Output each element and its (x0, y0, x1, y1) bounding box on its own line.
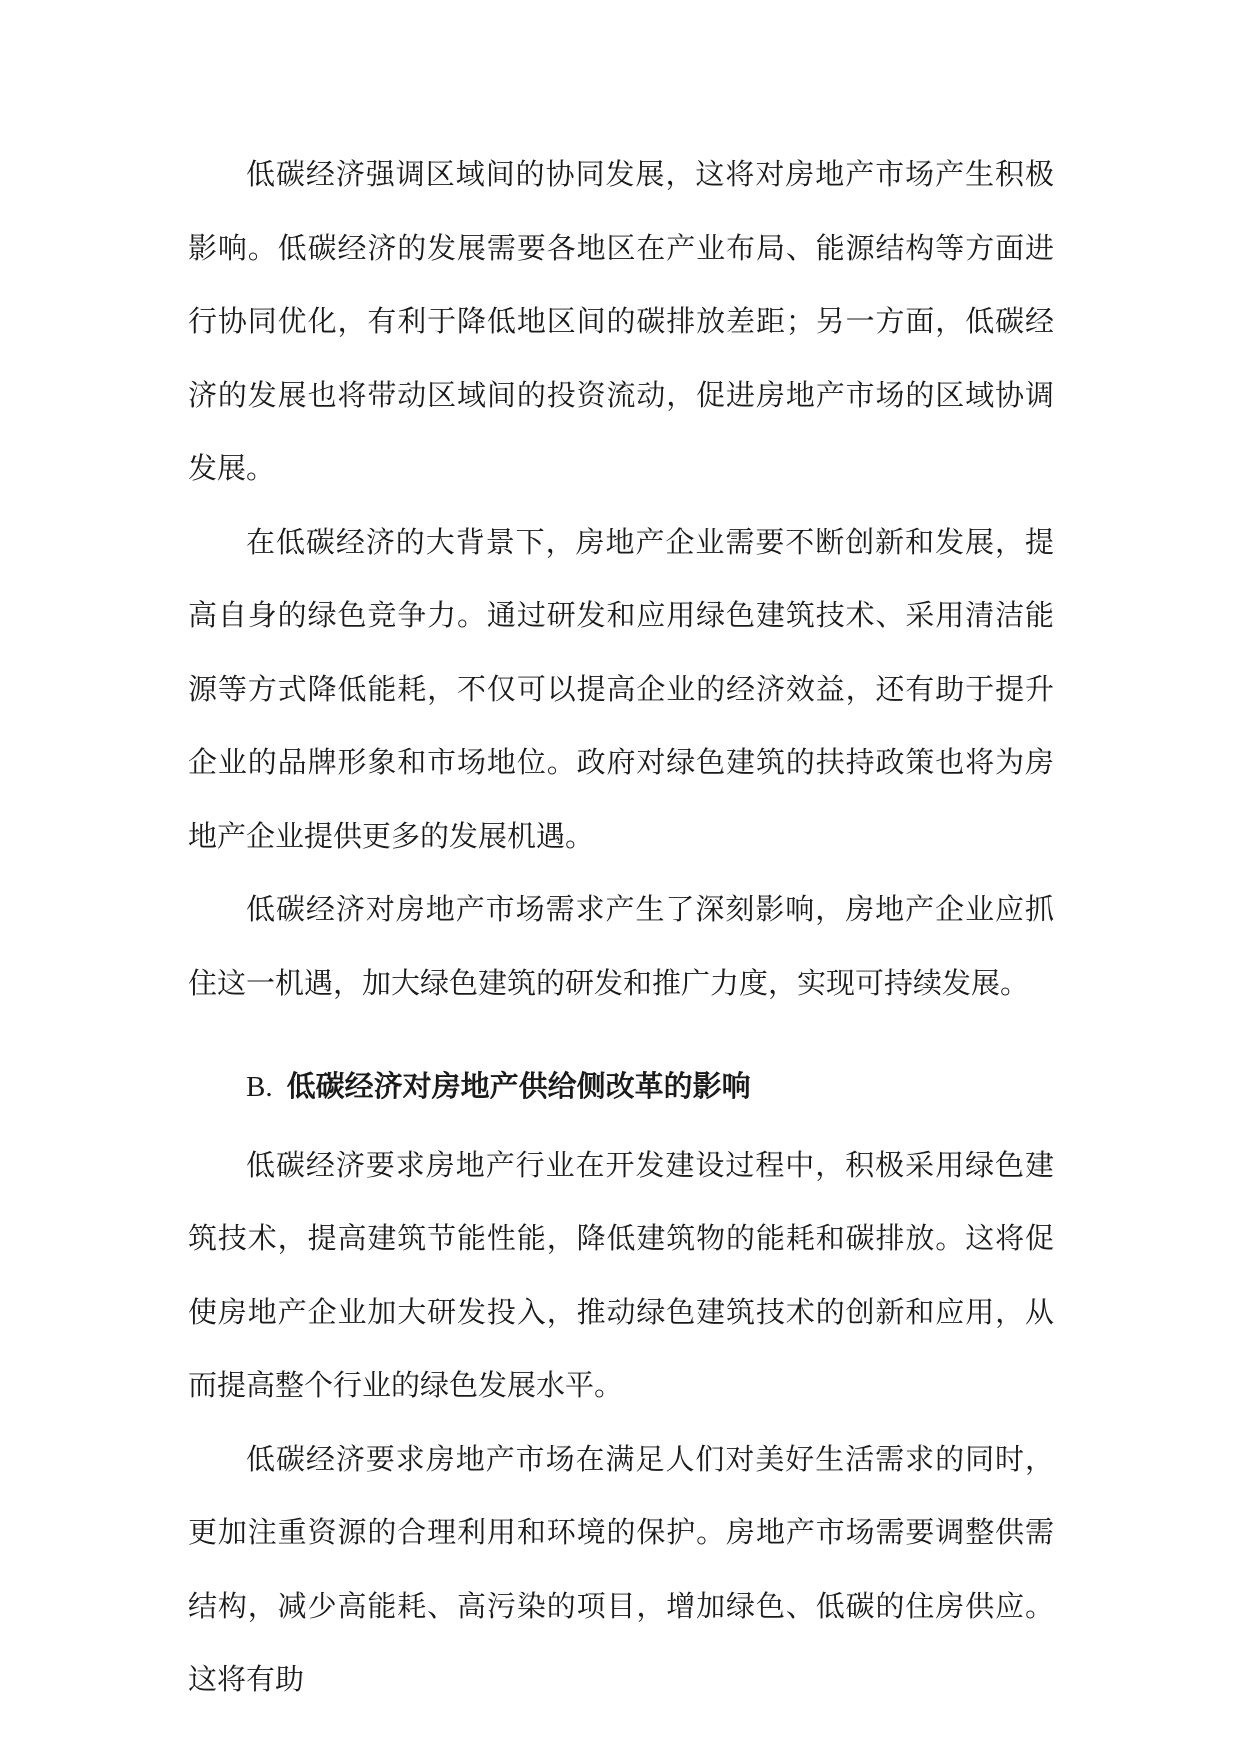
section-title: 低碳经济对房地产供给侧改革的影响 (286, 1069, 751, 1103)
paragraph-green-competitiveness: 在低碳经济的大背景下，房地产企业需要不断创新和发展，提高自身的绿色竞争力。通过研发和应用绿色建筑技术、采用清洁能源等方式降低能耗，不仅可以提高企业的经济效益，还有助于提升企业的品牌形象和市场地位。政府对绿色建筑的扶持政策也将为房地产企业提供更多的发展机遇。 (188, 524, 1054, 853)
paragraph-green-building-tech: 低碳经济要求房地产行业在开发建设过程中，积极采用绿色建筑技术，提高建筑节能性能，降低建筑物的能耗和碳排放。这将促使房地产企业加大研发投入，推动绿色建筑技术的创新和应用，从而提高整个行业的绿色发展水平。 (188, 1147, 1054, 1402)
section-number: B. (246, 1071, 273, 1103)
paragraph-market-demand-summary: 低碳经济对房地产市场需求产生了深刻影响，房地产企业应抓住这一机遇，加大绿色建筑的研发和推广力度，实现可持续发展。 (188, 892, 1054, 1000)
paragraph-supply-structure: 低碳经济要求房地产市场在满足人们对美好生活需求的同时，更加注重资源的合理利用和环境的保护。房地产市场需要调整供需结构，减少高能耗、高污染的项目，增加绿色、低碳的住房供应。这将有助 (188, 1441, 1054, 1696)
paragraph-regional-coordination: 低碳经济强调区域间的协同发展，这将对房地产市场产生积极影响。低碳经济的发展需要各地区在产业布局、能源结构等方面进行协同优化，有利于降低地区间的碳排放差距；另一方面，低碳经济的发展也将带动区域间的投资流动，促进房地产市场的区域协调发展。 (188, 157, 1054, 485)
document-page (188, 138, 1054, 1717)
section-heading (188, 1050, 1054, 1125)
